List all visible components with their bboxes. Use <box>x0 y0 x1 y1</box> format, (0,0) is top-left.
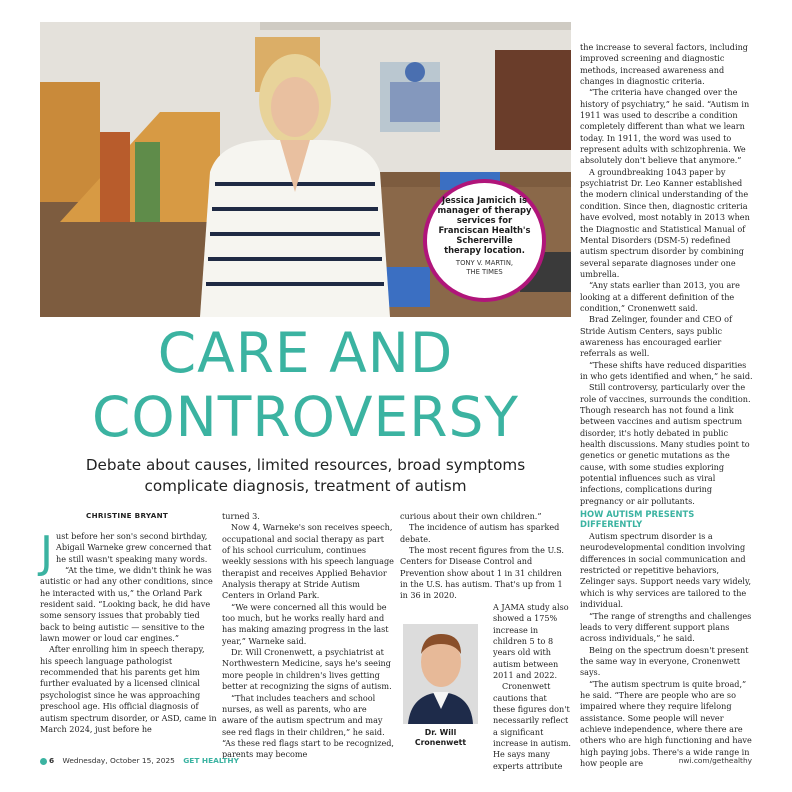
footer-url: nwi.com/gethealthy <box>678 756 752 765</box>
paragraph: “The autism spectrum is quite broad,” he said. “There are people who are so impaired where they require lifelong assistance. Some people will never achieve independence, where there are others who are high functioning and have high paying jobs. There's a wide range in how people are <box>580 678 752 768</box>
paragraph: “Any stats earlier than 2013, you are looking at a different definition of the condition,” Cronenwett said. <box>580 280 740 313</box>
page-marker-dot <box>40 758 47 765</box>
paragraph: Brad Zelinger, founder and CEO of Stride Autism Centers, says public awareness has encouraged earlier referrals as well. <box>580 314 732 359</box>
subhead-line1: HOW AUTISM PRESENTS <box>580 509 695 520</box>
headline-line1: CARE AND <box>157 321 454 385</box>
photo-caption-badge <box>423 179 546 302</box>
paragraph: “The criteria have changed over the history of psychiatry,” he said. “Autism in 1911 was used to describe a condition completely different than what we learn today. In 1911, the word was used to represent adults with schizophrenia. We absolutely don't believe that anymore.” <box>580 87 750 166</box>
portrait-caption <box>403 728 478 748</box>
drop-cap: J <box>40 527 53 578</box>
paragraph: Being on the spectrum doesn't present the same way in everyone, Cronenwett says. <box>580 644 749 678</box>
paragraph: turned 3. <box>222 511 260 521</box>
article-column-2 <box>222 511 394 761</box>
page-number: 6 <box>49 756 55 765</box>
byline: CHRISTINE BRYANT <box>86 511 169 520</box>
deck-line2: complicate diagnosis, treatment of autism <box>144 477 467 495</box>
paragraph: The incidence of autism has sparked debate. <box>400 522 560 544</box>
paragraph: The most recent figures from the U.S. Centers for Disease Control and Prevention show about 1 in 31 children in the U.S. has autism. That's up from 1 in 36 in 2020. <box>400 545 564 601</box>
headline-line2: CONTROVERSY <box>91 385 520 449</box>
paragraph: curious about their own children.” <box>400 511 542 521</box>
subhead-line2: DIFFERENTLY <box>580 519 643 530</box>
paragraph: Just before her son's second birthday, Abigail Warneke grew concerned that he still wasn't speaking many words. <box>40 527 212 578</box>
paragraph: “These shifts have reduced disparities in who gets identified and when,” he said. <box>580 359 753 381</box>
photo-caption-text: Jessica Jamicich is manager of therapy services for Franciscan Health's Schererville therapy location. <box>437 195 532 255</box>
paragraph: “At the time, we didn't think he was autistic or had any other conditions, since he interacted with us,” the Orland Park resident said. “Looking back, he did have some sensory issues that probably tied back to being autistic — sensitive to the lawn mower or loud car engines.” <box>40 565 213 644</box>
article-column-3-wrap <box>493 602 571 772</box>
paragraph: A groundbreaking 1043 paper by psychiatrist Dr. Leo Kanner established the modern clinical understanding of the condition. Since then, diagnostic criteria have evolved, most notably in 2013 when the Diagnostic and Statistical Manual of Mental Disorders (DSM-5) redefined autism spectrum disorder by combining several separate diagnoses under one umbrella. <box>580 166 750 279</box>
footer-date: Wednesday, October 15, 2025 <box>62 756 175 765</box>
page-footer-left <box>40 756 239 765</box>
paragraph: the increase to several factors, including improved screening and diagnostic methods, increased awareness and changes in diagnostic criteria. <box>580 42 748 87</box>
paragraph: Still controversy, particularly over the role of vaccines, surrounds the condition. Though research has not found a link between vaccines and autism spectrum disorder, it's hotly debated in public health discussions. Many studies point to genetics or genetic mutations as the cause, with some studies exploring potential influences such as viral infections, complications during pregnancy or air pollutants. <box>580 382 751 506</box>
paragraph: A JAMA study also showed a 175% increase in children 5 to 8 years old with autism between 2011 and 2022. <box>493 602 569 681</box>
section-subhead <box>580 509 756 529</box>
photo-credit-line2: THE TIMES <box>466 268 503 276</box>
portrait-illustration <box>403 624 478 724</box>
paragraph: “That includes teachers and school nurses, as well as parents, who are aware of the autism spectrum and may see red flags in their children,” he said. “As these red flags start to be recognized, parents may become <box>222 692 395 760</box>
portrait-caption-line1: Dr. Will <box>424 728 457 737</box>
paragraph: Now 4, Warneke's son receives speech, occupational and social therapy as part of his school curriculum, continues weekly sessions with his speech language therapist and receives Applied Behavior Analysis therapy at Stride Autism Centers in Orland Park. <box>222 522 394 601</box>
deck-line1: Debate about causes, limited resources, broad symptoms <box>85 456 526 474</box>
article-column-1 <box>40 527 217 735</box>
paragraph: “We were concerned all this would be too much, but he works really hard and has making amazing progress in the last year,” Warneke said. <box>222 601 389 646</box>
article-column-4 <box>580 42 756 769</box>
article-column-3 <box>400 511 571 602</box>
paragraph: Cronenwett cautions that these figures don't necessarily reflect a significant increase in autism. He says many experts attribute <box>493 681 571 771</box>
footer-section: GET HEALTHY <box>183 756 239 765</box>
portrait-caption-line2: Cronenwett <box>414 738 467 747</box>
photo-credit <box>437 259 532 277</box>
paragraph: “The range of strengths and challenges leads to very different support plans across individuals,” he said. <box>580 610 752 644</box>
deck <box>40 455 571 497</box>
portrait-photo <box>403 624 478 724</box>
paragraph: Autism spectrum disorder is a neurodevelopmental condition involving differences in social communication and restricted or repetitive behaviors, Zelinger says. Support needs vary widely, which is why services are tailored to the individual. <box>580 531 752 610</box>
photo-credit-line1: TONY V. MARTIN, <box>455 259 514 267</box>
paragraph: After enrolling him in speech therapy, his speech language pathologist recommended that his parents get him further evaluated by a licensed clinical psychologist since he was approaching preschool age. His official diagnosis of autism spectrum disorder, or ASD, came in March 2024, just before he <box>40 644 217 734</box>
paragraph: Dr. Will Cronenwett, a psychiatrist at Northwestern Medicine, says he's seeing more people in children's lives getting better at recognizing the signs of autism. <box>222 647 392 692</box>
